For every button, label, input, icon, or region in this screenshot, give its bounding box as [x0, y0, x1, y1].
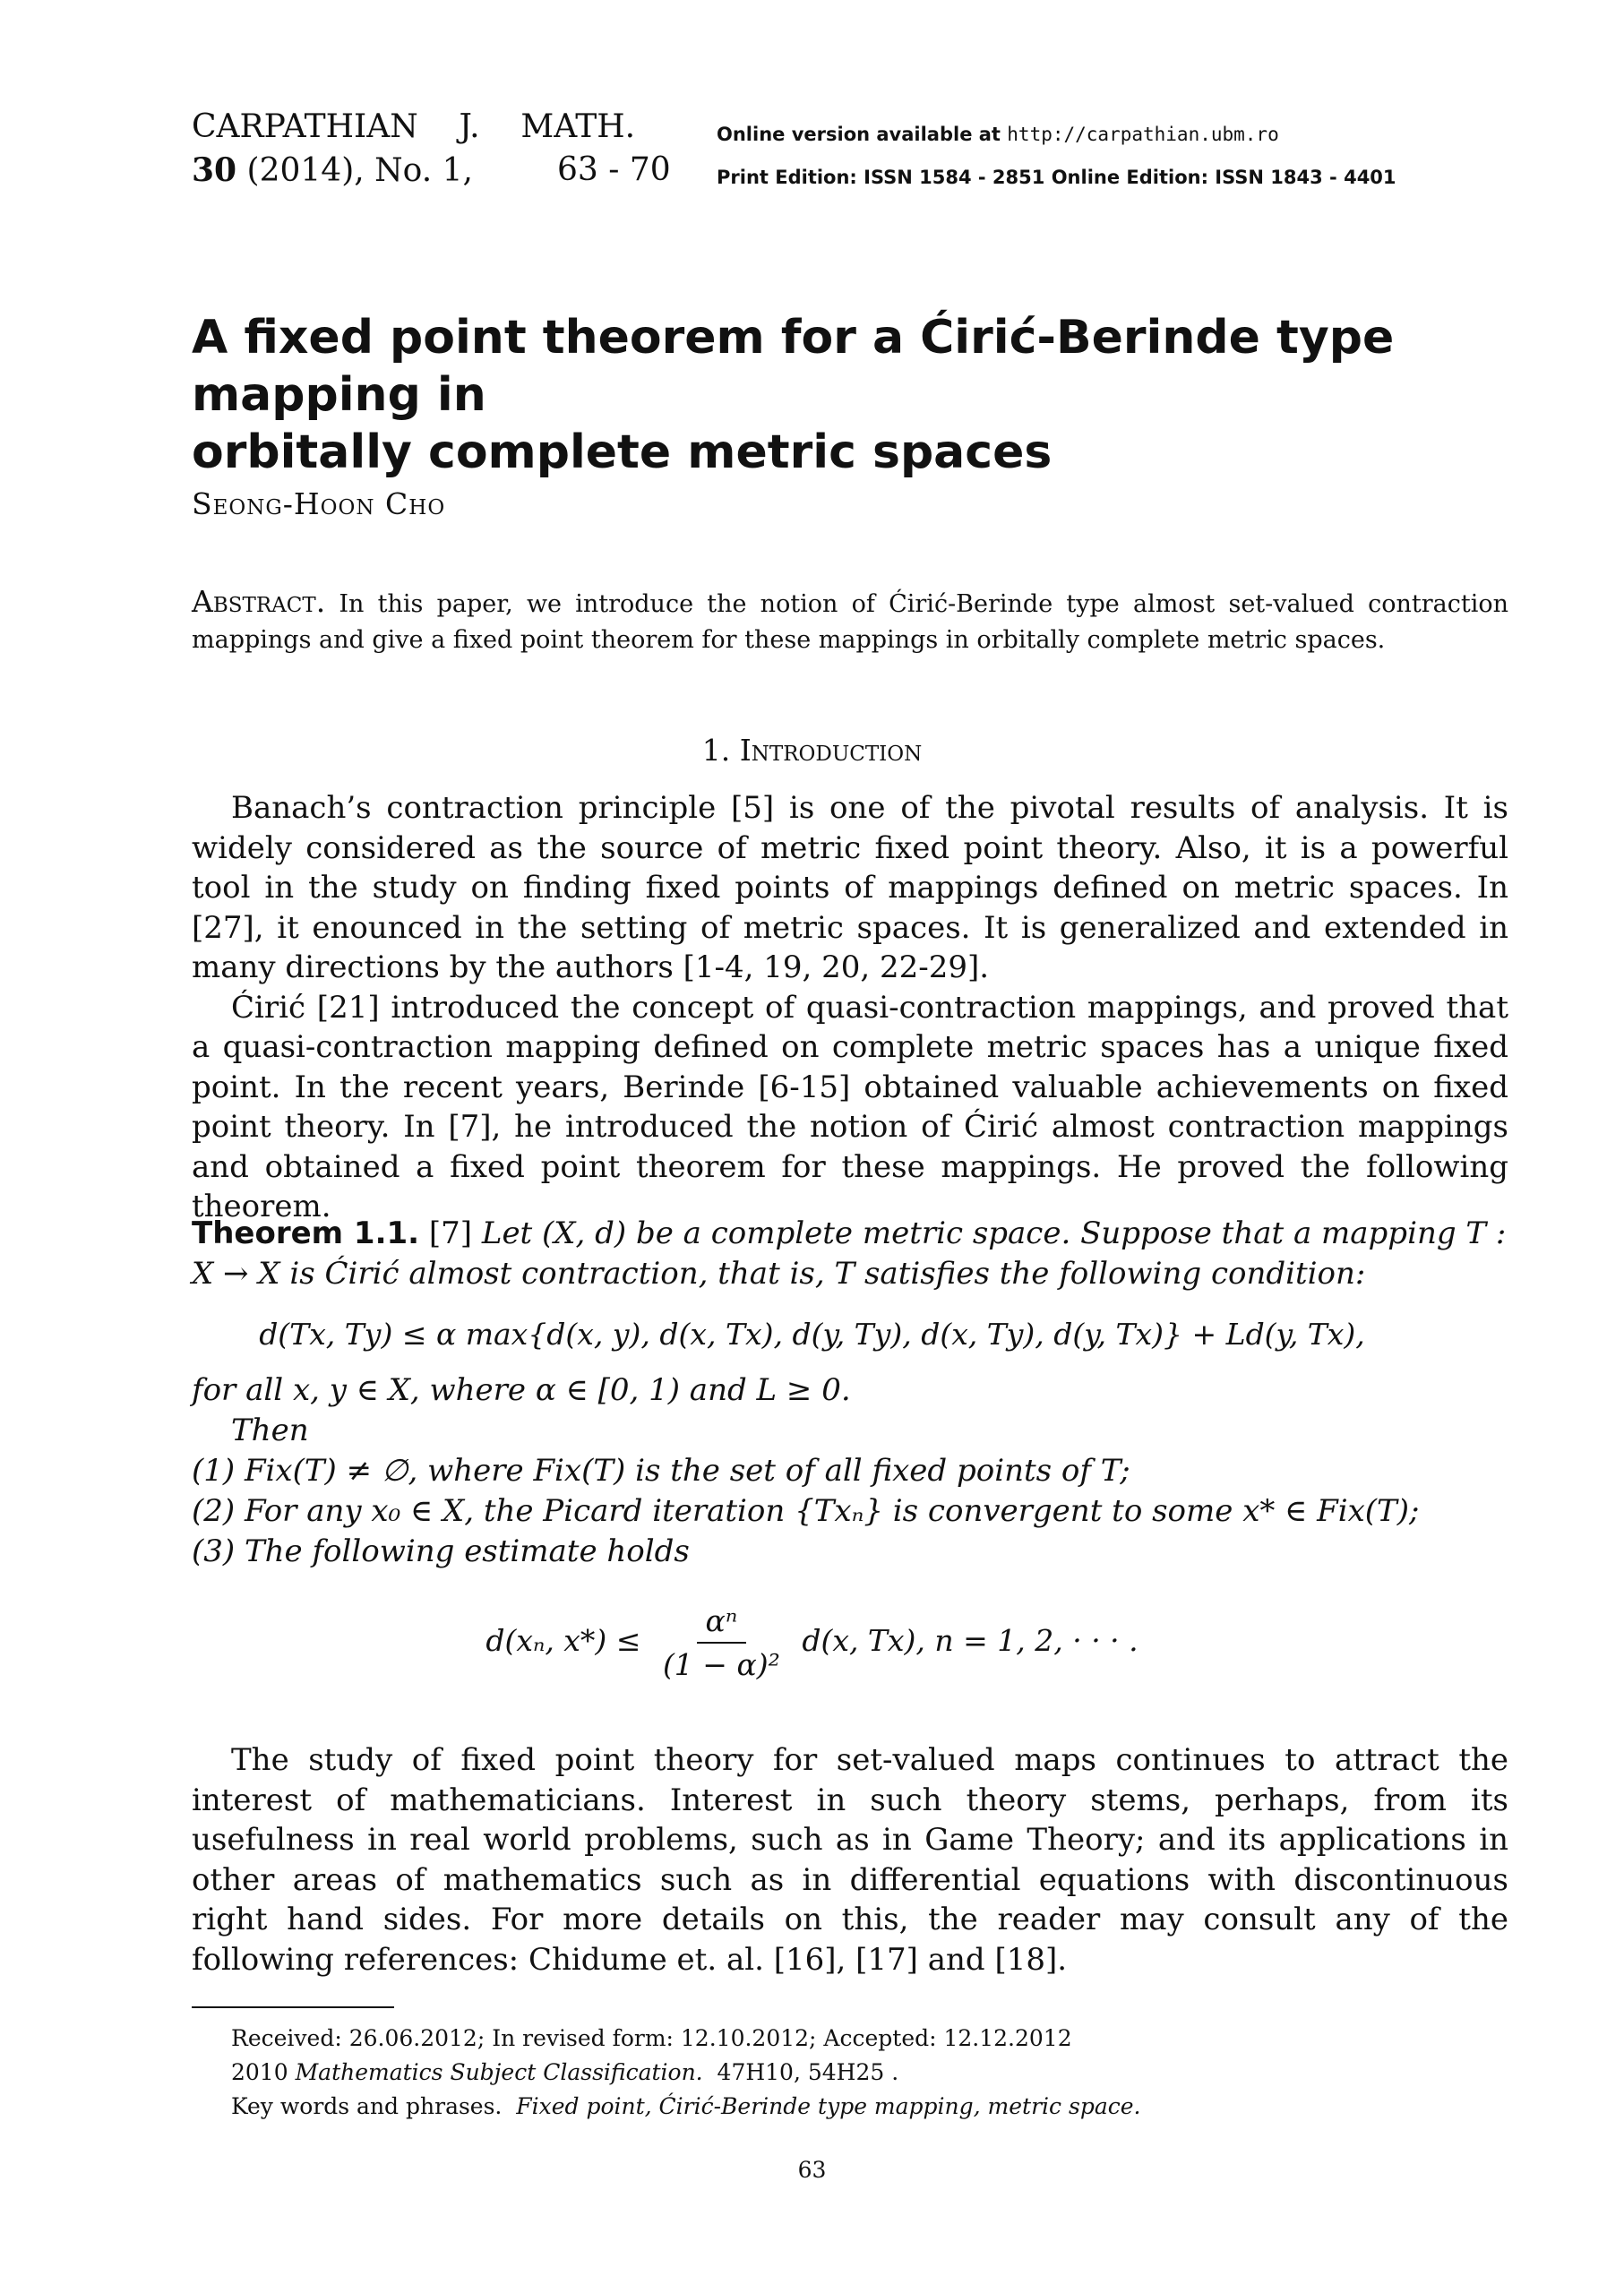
msc-label: Mathematics Subject Classification.	[295, 2059, 703, 2085]
estimate-denominator: (1 − α)²	[662, 1647, 780, 1682]
intro-paragraph-2: Ćirić [21] introduced the concept of quasi-contraction mappings, and proved that a quasi-contraction mapping defined on complete metric spaces has a unique fixed point. In the recent years, Berinde [6-15] obtained valuable achievements on fixed point theory. In [7], he introduced the notion of Ćirić almost contraction mappings and obtained a fixed point theorem for these mappings. He proved the following theorem.	[192, 989, 1508, 1224]
introduction-body	[192, 788, 1508, 1227]
estimate-right: d(x, Tx), n = 1, 2, · · · .	[802, 1623, 1139, 1658]
keywords-label: Key words and phrases.	[231, 2093, 517, 2119]
theorem-item-2: (2) For any x₀ ∈ X, the Picard iteration {Txₙ} is convergent to some x* ∈ Fix(T);	[192, 1493, 1420, 1529]
theorem-statement: Let (X, d) be a complete metric space. Suppose that a mapping T : X → X is Ćirić almost contraction, that is, T satisfies the following condition:	[192, 1215, 1507, 1292]
online-version-line	[717, 113, 1396, 156]
online-info	[717, 113, 1396, 199]
estimate-left: d(xₙ, x*) ≤	[485, 1623, 641, 1658]
abstract-text: In this paper, we introduce the notion of Ćirić-Berinde type almost set-valued contraction mappings and give a fixed point theorem for these mappings in orbitally complete metric spaces.	[192, 590, 1508, 654]
journal-header	[192, 106, 671, 193]
theorem-conditions	[192, 1370, 1508, 1572]
estimate-fraction	[654, 1603, 789, 1682]
theorem-item-3: (3) The following estimate holds	[192, 1533, 690, 1569]
online-prefix: Online version available at	[717, 124, 1008, 145]
theorem-condition: for all x, y ∈ X, where α ∈ [0, 1) and L ≥ 0.	[192, 1372, 851, 1408]
abstract-label: Abstract.	[192, 584, 326, 619]
online-url[interactable]: http://carpathian.ubm.ro	[1007, 124, 1279, 145]
msc-line	[231, 2056, 1140, 2090]
paper-title	[192, 309, 1499, 481]
theorem-1-1	[192, 1214, 1508, 1294]
footnote-divider	[192, 2006, 394, 2008]
abstract	[192, 584, 1508, 658]
title-line-2: orbitally complete metric spaces	[192, 425, 1053, 479]
keywords-line	[231, 2090, 1140, 2124]
page-range: 63 - 70	[557, 151, 671, 188]
estimate-numerator: αⁿ	[697, 1603, 747, 1644]
body-paragraph-3	[192, 1740, 1508, 1980]
theorem-item-1: (1) Fix(T) ≠ ∅, where Fix(T) is the set of all fixed points of T;	[192, 1453, 1130, 1489]
volume-number: 30	[192, 151, 237, 189]
issn-line: Print Edition: ISSN 1584 - 2851 Online Edition: ISSN 1843 - 4401	[717, 167, 1396, 188]
journal-name: CARPATHIAN J. MATH.	[192, 108, 636, 145]
msc-codes: 47H10, 54H25 .	[702, 2059, 899, 2085]
keywords: Fixed point, Ćirić-Berinde type mapping, metric space.	[516, 2093, 1141, 2119]
theorem-equation: d(Tx, Ty) ≤ α max{d(x, y), d(x, Tx), d(y, Ty), d(x, Ty), d(y, Tx)} + Ld(y, Tx),	[259, 1317, 1365, 1352]
received-dates: Received: 26.06.2012; In revised form: 12.10.2012; Accepted: 12.12.2012	[231, 2025, 1072, 2051]
footnotes	[231, 2022, 1140, 2124]
theorem-ref: [7]	[428, 1215, 473, 1251]
theorem-then: Then	[231, 1413, 309, 1448]
theorem-label: Theorem 1.1.	[192, 1215, 420, 1251]
page-number: 63	[797, 2157, 827, 2183]
paragraph-3-text: The study of fixed point theory for set-valued maps continues to attract the interest of mathematicians. Interest in such theory stems, perhaps, from its usefulness in real world problems, such as in Game Theory; and its applications in other areas of mathematics such as in differential equations with discontinuous right hand sides. For more details on this, the reader may consult any of the following references: Chidume et. al. [16], [17] and [18].	[192, 1742, 1508, 1978]
intro-paragraph-1: Banach’s contraction principle [5] is one of the pivotal results of analysis. It is widely considered as the source of metric fixed point theory. Also, it is a powerful tool in the study on finding fixed points of mappings defined on metric spaces. In [27], it enounced in the setting of metric spaces. It is generalized and extended in many directions by the authors [1-4, 19, 20, 22-29].	[192, 790, 1508, 985]
volume-issue: (2014), No. 1,	[236, 152, 473, 189]
author-name: Seong-Hoon Cho	[192, 486, 446, 521]
estimate-equation	[0, 1603, 1624, 1682]
msc-year: 2010	[231, 2059, 296, 2085]
title-line-1: A fixed point theorem for a Ćirić-Berinde type mapping in	[192, 311, 1395, 422]
journal-volume	[192, 149, 671, 193]
section-heading: 1. Introduction	[701, 733, 923, 768]
